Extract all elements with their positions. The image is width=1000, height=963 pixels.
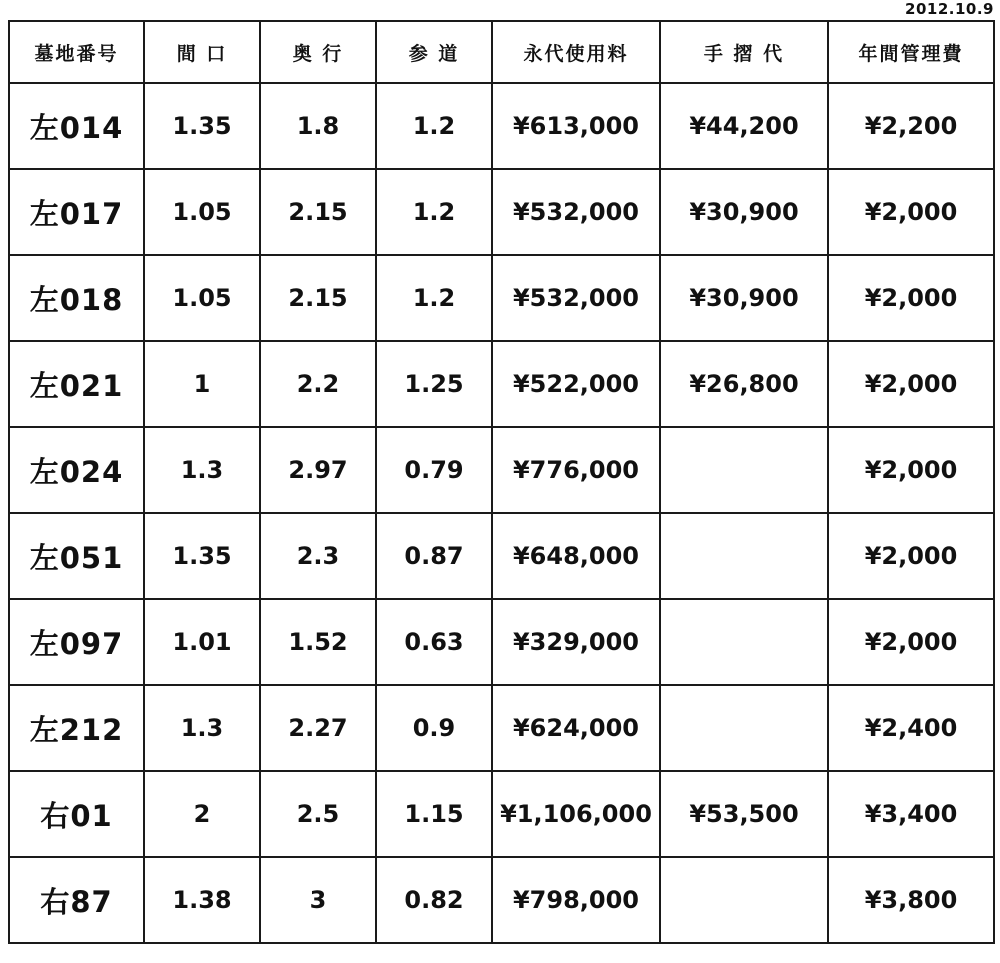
cell-plot-number: 右87 [9, 857, 144, 943]
header-row [9, 21, 994, 83]
cell-frontage: 1.05 [144, 169, 260, 255]
cell-plot-number: 左051 [9, 513, 144, 599]
table-row [9, 599, 994, 685]
table-row [9, 341, 994, 427]
table-row [9, 857, 994, 943]
cell-handrail-fee: ¥44,200 [660, 83, 828, 169]
cell-depth: 2.97 [260, 427, 376, 513]
cell-approach: 1.2 [376, 169, 492, 255]
cell-plot-number: 左017 [9, 169, 144, 255]
cell-annual-fee: ¥2,000 [828, 427, 994, 513]
cell-handrail-fee [660, 427, 828, 513]
cell-frontage: 1.35 [144, 83, 260, 169]
cell-frontage: 2 [144, 771, 260, 857]
cell-depth: 3 [260, 857, 376, 943]
cell-annual-fee: ¥2,400 [828, 685, 994, 771]
header-annual-fee: 年間管理費 [828, 21, 994, 83]
cell-perpetual-fee: ¥613,000 [492, 83, 660, 169]
cell-handrail-fee [660, 857, 828, 943]
table-row [9, 771, 994, 857]
cell-handrail-fee: ¥30,900 [660, 169, 828, 255]
cell-perpetual-fee: ¥776,000 [492, 427, 660, 513]
cell-plot-number: 左014 [9, 83, 144, 169]
cell-frontage: 1 [144, 341, 260, 427]
cell-approach: 0.9 [376, 685, 492, 771]
table-row [9, 83, 994, 169]
cell-frontage: 1.3 [144, 685, 260, 771]
cell-depth: 2.3 [260, 513, 376, 599]
header-depth: 奥 行 [260, 21, 376, 83]
cell-handrail-fee [660, 513, 828, 599]
cell-perpetual-fee: ¥1,106,000 [492, 771, 660, 857]
header-frontage: 間 口 [144, 21, 260, 83]
cell-annual-fee: ¥3,800 [828, 857, 994, 943]
cell-perpetual-fee: ¥522,000 [492, 341, 660, 427]
cell-perpetual-fee: ¥798,000 [492, 857, 660, 943]
cell-depth: 2.15 [260, 255, 376, 341]
cell-frontage: 1.38 [144, 857, 260, 943]
table-row [9, 427, 994, 513]
cell-annual-fee: ¥2,000 [828, 341, 994, 427]
cell-plot-number: 左024 [9, 427, 144, 513]
cell-handrail-fee: ¥53,500 [660, 771, 828, 857]
cell-perpetual-fee: ¥329,000 [492, 599, 660, 685]
header-approach: 参 道 [376, 21, 492, 83]
cell-annual-fee: ¥3,400 [828, 771, 994, 857]
cell-annual-fee: ¥2,000 [828, 255, 994, 341]
cell-perpetual-fee: ¥532,000 [492, 255, 660, 341]
cell-depth: 2.27 [260, 685, 376, 771]
cell-approach: 0.87 [376, 513, 492, 599]
cell-frontage: 1.3 [144, 427, 260, 513]
cell-depth: 2.5 [260, 771, 376, 857]
cell-approach: 1.2 [376, 83, 492, 169]
cell-approach: 1.15 [376, 771, 492, 857]
cell-handrail-fee: ¥30,900 [660, 255, 828, 341]
cell-plot-number: 左212 [9, 685, 144, 771]
header-handrail-fee: 手 摺 代 [660, 21, 828, 83]
cell-approach: 0.79 [376, 427, 492, 513]
cell-plot-number: 右01 [9, 771, 144, 857]
cell-depth: 2.2 [260, 341, 376, 427]
table-row [9, 255, 994, 341]
cell-approach: 1.2 [376, 255, 492, 341]
table-body [9, 83, 994, 943]
cell-handrail-fee [660, 599, 828, 685]
cell-annual-fee: ¥2,000 [828, 513, 994, 599]
cell-depth: 1.8 [260, 83, 376, 169]
cell-perpetual-fee: ¥624,000 [492, 685, 660, 771]
cell-perpetual-fee: ¥532,000 [492, 169, 660, 255]
cell-approach: 1.25 [376, 341, 492, 427]
cell-annual-fee: ¥2,000 [828, 169, 994, 255]
cell-handrail-fee: ¥26,800 [660, 341, 828, 427]
cell-handrail-fee [660, 685, 828, 771]
cell-depth: 1.52 [260, 599, 376, 685]
cell-frontage: 1.01 [144, 599, 260, 685]
table-row [9, 513, 994, 599]
table-row [9, 685, 994, 771]
cell-frontage: 1.35 [144, 513, 260, 599]
cell-plot-number: 左018 [9, 255, 144, 341]
cell-annual-fee: ¥2,000 [828, 599, 994, 685]
header-plot-number: 墓地番号 [9, 21, 144, 83]
cell-perpetual-fee: ¥648,000 [492, 513, 660, 599]
plot-price-table [8, 20, 995, 944]
cell-approach: 0.82 [376, 857, 492, 943]
cell-depth: 2.15 [260, 169, 376, 255]
cell-frontage: 1.05 [144, 255, 260, 341]
cell-plot-number: 左097 [9, 599, 144, 685]
cell-approach: 0.63 [376, 599, 492, 685]
document-date: 2012.10.9 [905, 0, 994, 18]
table-header [9, 21, 994, 83]
cell-annual-fee: ¥2,200 [828, 83, 994, 169]
cell-plot-number: 左021 [9, 341, 144, 427]
table-row [9, 169, 994, 255]
header-perpetual-fee: 永代使用料 [492, 21, 660, 83]
